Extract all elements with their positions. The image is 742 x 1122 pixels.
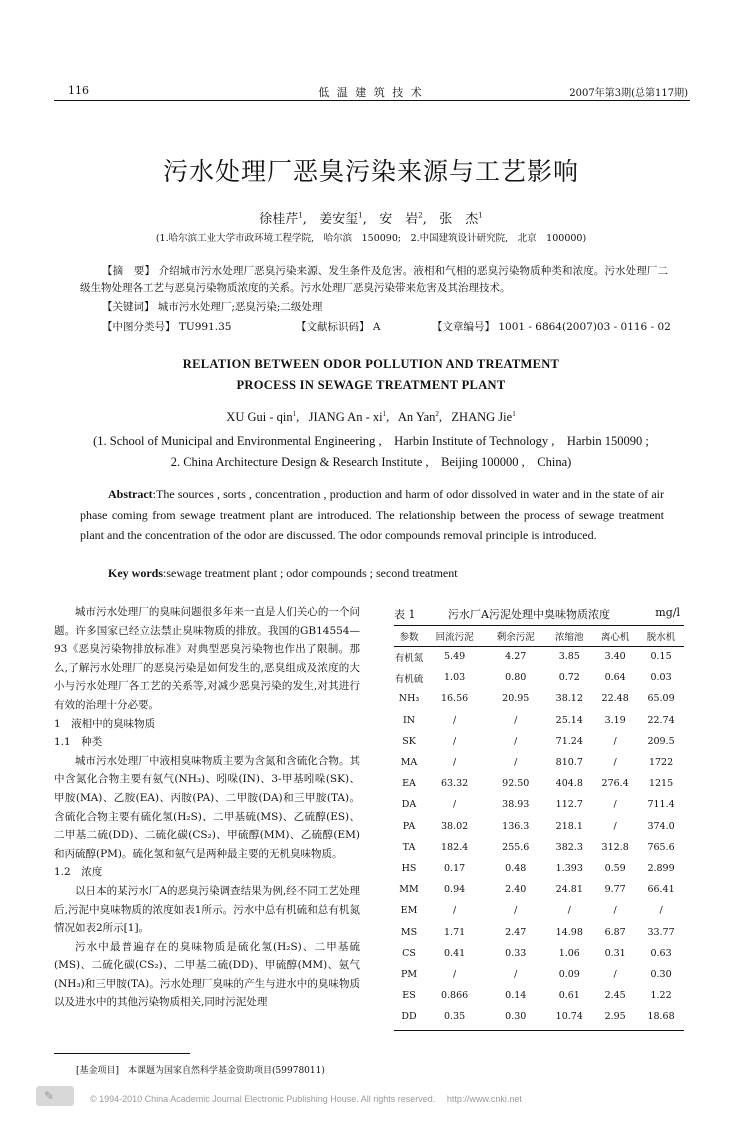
table-cell: 1.71	[444, 926, 466, 938]
abstract-cn	[80, 263, 668, 297]
table-row	[394, 794, 684, 815]
odor-concentration-table	[394, 626, 684, 1027]
table-cell: 374.0	[647, 820, 675, 832]
english-title-line-1: RELATION BETWEEN ODOR POLLUTION AND TREATMENT	[182, 357, 560, 371]
table-cell: 2.45	[604, 990, 626, 1002]
table-header-cell: 脱水机	[646, 632, 676, 643]
table-cell: 765.6	[647, 841, 675, 853]
table-cell: 0.94	[444, 884, 466, 896]
table-cell: /	[613, 905, 617, 917]
article-title: 污水处理厂恶臭污染来源与工艺影响	[162, 157, 579, 186]
table-cell: 65.09	[647, 693, 675, 705]
table-cell: 92.50	[502, 778, 530, 790]
table-cell: 0.72	[558, 672, 580, 684]
table-cell: 0.63	[650, 947, 672, 959]
paragraph-concentration: 以日本的某污水厂A的恶臭污染调查结果为例,经不同工艺处理后,污泥中臭味物质的浓度如表1所示。污水中总有机硫和总有机氮情况如表2所示[1]。	[54, 884, 360, 935]
table-cell: 71.24	[555, 735, 583, 747]
publisher-logo	[36, 1086, 74, 1106]
table-cell: /	[452, 757, 457, 769]
table-cell: 0.59	[604, 862, 626, 874]
table-cell: 0.30	[650, 968, 672, 980]
table-row-label: HS	[401, 862, 417, 874]
table-cell: 0.48	[505, 862, 527, 874]
table-cell: 4.27	[505, 651, 527, 663]
table-cell: 20.95	[502, 693, 530, 705]
document-code: 【文献标识码】 A	[296, 321, 381, 333]
table-cell: 63.32	[440, 778, 469, 790]
paragraph-common-odors: 污水中最普遍存在的臭味物质是硫化氢(H₂S)、二甲基硫(MS)、二硫化碳(CS₂)、二甲基二硫(DD)、甲硫醇(MM)、氨气(NH₃)和三甲胺(TA)。污水处理厂臭味的产生与进水中的臭味物质以及进水中的其他污染物质相关,同时污泥处理	[54, 940, 360, 1009]
table-row-label: TA	[402, 841, 416, 853]
table-number: 表 1	[394, 608, 416, 621]
table-cell: 382.3	[555, 841, 583, 853]
table-cell: 5.49	[444, 651, 466, 663]
table-cell: 22.48	[601, 693, 629, 705]
paragraph-types: 城市污水处理厂中液相臭味物质主要为含氮和含硫化合物。其中含氮化合物主要有氨气(NH₃)、吲哚(IN)、3-甲基吲哚(SK)、甲胺(MA)、乙胺(EA)、丙胺(PA)、二甲胺(DA)和三甲胺(TA)。含硫化合物主要有硫化氢(H₂S)、二甲基硫(MS)、乙硫醇(ES)、二甲基二硫(DD)、二硫化碳(CS₂)、甲硫醇(MM)、乙硫醇(EM)和丙硫醇(PM)。硫化氢和氨气是两种最主要的无机臭味物质。	[54, 754, 360, 860]
table-cell: 0.09	[558, 968, 580, 980]
affiliations: (1.哈尔滨工业大学市政环境工程学院, 哈尔滨 150090; 2.中国建筑设计研究院, 北京 100000)	[155, 233, 587, 244]
english-keywords-text: :sewage treatment plant ; odor compounds ; second treatment	[163, 566, 458, 580]
table-cell: /	[452, 968, 457, 980]
table-header-row	[394, 626, 684, 646]
english-keywords-label: Key words	[108, 566, 163, 580]
table-cell: 3.85	[558, 651, 580, 663]
table-row-label: ES	[402, 990, 416, 1002]
subsection-heading-1-2: 1.2 浓度	[54, 866, 103, 879]
table-cell: 18.68	[647, 1011, 675, 1023]
table-cell: 218.1	[555, 820, 583, 832]
table-cell: 0.61	[558, 990, 580, 1002]
table-row	[394, 943, 684, 964]
page-number: 116	[68, 84, 89, 97]
table-cell: 16.56	[440, 693, 469, 705]
table-row	[394, 752, 684, 773]
table-unit: mg/l	[655, 606, 680, 619]
table-cell: 0.64	[604, 672, 626, 684]
table-row	[394, 667, 684, 688]
table-row-label: EA	[402, 778, 416, 790]
table-cell: 0.17	[444, 862, 466, 874]
table-row-label: PA	[402, 820, 416, 832]
table-cell: 0.31	[604, 947, 626, 959]
table-row-label: PM	[400, 968, 418, 980]
table-cell: /	[514, 757, 518, 769]
table-row	[394, 858, 684, 879]
table-cell: /	[514, 735, 518, 747]
table-cell: 38.93	[502, 799, 530, 811]
english-title-line-2: PROCESS IN SEWAGE TREATMENT PLANT	[236, 378, 506, 392]
table-row-label: 有机氮	[394, 652, 424, 664]
table-cell: 0.03	[650, 672, 672, 684]
table-row	[394, 879, 684, 900]
table-header-cell: 浓缩池	[555, 632, 584, 643]
table-row	[394, 710, 684, 731]
table-cell: 1722	[648, 757, 674, 769]
table-cell: 209.5	[647, 735, 675, 747]
journal-name: 低 温 建 筑 技 术	[318, 86, 424, 99]
table-cell: 0.80	[505, 672, 527, 684]
table-cell: /	[452, 714, 457, 726]
table-row-label: SK	[402, 735, 416, 747]
table-header-cell: 参数	[399, 632, 419, 643]
body-text	[54, 603, 360, 1012]
table-cell: 9.77	[604, 884, 626, 896]
english-abstract	[80, 484, 664, 546]
table-cell: 1.06	[558, 947, 580, 959]
table-cell: 38.12	[555, 693, 583, 705]
table-cell: 38.02	[440, 820, 469, 832]
table-row	[394, 985, 684, 1006]
table-row	[394, 900, 684, 921]
table-cell: /	[452, 735, 457, 747]
table-cell: 0.33	[505, 947, 527, 959]
table-row-label: MA	[400, 757, 418, 769]
section-heading-1: 1 液相中的臭味物质	[54, 717, 156, 730]
table-cell: 276.4	[601, 778, 629, 790]
table-cell: /	[452, 905, 457, 917]
footnote-rule	[54, 1053, 190, 1054]
table-row-label: CS	[402, 947, 416, 959]
table-cell: /	[514, 905, 518, 917]
abstract-cn-label: 【摘 要】	[102, 265, 156, 277]
table-cell: 3.40	[604, 651, 626, 663]
english-keywords	[108, 566, 458, 581]
funding-footnote: [基金项目] 本课题为国家自然科学基金资助项目(59978011)	[76, 1066, 325, 1076]
table-cell: 182.4	[440, 841, 469, 853]
table-row-label: EM	[400, 905, 418, 917]
table-cell: /	[514, 968, 518, 980]
english-abstract-text: :The sources , sorts , concentration , production and harm of odor dissolved in water and in the state of air phase coming from sewage treatment plant are introduced. The relationship between the process of sewage treatment plant and the concentration of the odor are discussed. The odor compounds removal principle is introduced.	[80, 487, 664, 542]
english-affiliation-line-2: 2. China Architecture Design & Research Institute , Beijing 100000 , China)	[170, 455, 572, 469]
article-number: 【文章编号】 1001 - 6864(2007)03 - 0116 - 02	[432, 321, 671, 333]
table-header-cell: 剩余污泥	[496, 632, 535, 643]
table-row-label: MM	[399, 884, 419, 896]
table-cell: /	[567, 905, 571, 917]
table-row-label: DA	[401, 799, 417, 811]
table-row	[394, 964, 684, 985]
table-row	[394, 816, 684, 837]
table-cell: 24.81	[555, 884, 583, 896]
author-name: 姜安玺	[319, 212, 359, 227]
table-bottom-rule	[394, 1030, 684, 1031]
table-cell: /	[452, 799, 457, 811]
table-cell: 0.866	[440, 990, 469, 1002]
table-row-label: IN	[402, 714, 416, 726]
keywords-cn	[102, 299, 322, 314]
table-row	[394, 921, 684, 942]
table-cell: /	[659, 905, 663, 917]
table-cell: /	[514, 714, 518, 726]
table-cell: 0.41	[444, 947, 466, 959]
table-cell: 1.22	[650, 990, 672, 1002]
table-cell: 1.03	[444, 672, 466, 684]
table-cell: /	[613, 799, 617, 811]
table-cell: /	[613, 757, 617, 769]
issue-info: 2007年第3期(总第117期)	[569, 88, 688, 99]
abstract-cn-text: 介绍城市污水处理厂恶臭污染来源、发生条件及危害。液相和气相的恶臭污染物质种类和浓度。污水处理厂二级生物处理各工艺与恶臭污染物质浓度的关系。污水处理厂恶臭污染带来危害及其治理技术。	[80, 265, 669, 294]
table-cell: /	[613, 735, 617, 747]
table-cell: 2.899	[647, 862, 675, 874]
table-header-cell: 离心机	[600, 632, 630, 643]
table-row	[394, 731, 684, 752]
author-name: 徐桂芹	[259, 212, 299, 227]
table-cell: 2.40	[505, 884, 527, 896]
table-cell: 2.95	[604, 1011, 626, 1023]
keywords-cn-text: 城市污水处理厂;恶臭污染;二级处理	[157, 301, 323, 313]
table-cell: 0.35	[444, 1011, 466, 1023]
table-cell: 6.87	[604, 926, 626, 938]
table-row-label: 有机硫	[394, 673, 424, 685]
table-cell: 1215	[648, 778, 674, 790]
table-row	[394, 837, 684, 858]
clc-number: 【中图分类号】 TU991.35	[102, 321, 232, 333]
table-cell: 14.98	[555, 926, 583, 938]
table-cell: 10.74	[555, 1011, 583, 1023]
table-row	[394, 646, 684, 667]
table-cell: 0.30	[505, 1011, 527, 1023]
table-cell: 3.19	[604, 714, 626, 726]
table-cell: 112.7	[555, 799, 583, 811]
intro-paragraph: 城市污水处理厂的臭味问题很多年来一直是人们关心的一个问题。许多国家已经立法禁止臭味物质的排放。我国的GB14554—93《恶臭污染物排放标准》对典型恶臭污染物也作出了限制。那么,了解污水处理厂的恶臭污染是如何发生的,恶臭组成及浓度的大小与污水处理厂各工艺的关系等,对减少恶臭污染的发生,对其进行有效的治理十分必要。	[54, 606, 360, 711]
table-cell: /	[613, 820, 617, 832]
table-cell: 312.8	[601, 841, 629, 853]
table-header-cell: 回流污泥	[435, 632, 474, 643]
table-cell: 0.15	[650, 651, 672, 663]
table-row	[394, 1006, 684, 1027]
table-cell: 404.8	[555, 778, 583, 790]
english-affiliation-line-1: (1. School of Municipal and Environmental Engineering , Harbin Institute of Technology , Harbin 150090 ;	[93, 434, 649, 448]
author-list: 徐桂芹$^1$, 姜安玺$^1$, 安 岩$^2$, 张 杰$^1$	[259, 211, 483, 227]
table-cell: 136.3	[502, 820, 530, 832]
copyright-notice: © 1994-2010 China Academic Journal Electronic Publishing House. All rights reserved. http://www.cnki.net	[90, 1094, 522, 1104]
table-cell: 810.7	[555, 757, 583, 769]
table-cell: 33.77	[647, 926, 675, 938]
table-row-label: MS	[400, 926, 418, 938]
table-cell: 255.6	[502, 841, 530, 853]
table-row	[394, 773, 684, 794]
table-cell: /	[613, 968, 617, 980]
table-title: 污水厂A污泥处理中臭味物质浓度	[448, 608, 610, 621]
keywords-cn-label: 【关键词】	[102, 301, 155, 313]
table-cell: 22.74	[647, 714, 675, 726]
table-cell: 2.47	[505, 926, 527, 938]
table-cell: 711.4	[647, 799, 675, 811]
table-row	[394, 688, 684, 709]
english-abstract-label: Abstract	[108, 487, 153, 501]
english-author-list: XU Gui - qin$^1$, JIANG An - $xi^1$, An Yan$^2$, ZHANG Jie$^1$	[226, 410, 516, 425]
table-cell: 25.14	[555, 714, 583, 726]
table-cell: 66.41	[647, 884, 675, 896]
table-cell: 0.14	[505, 990, 527, 1002]
header-rule	[54, 100, 690, 101]
table-cell: 1.393	[555, 862, 583, 874]
author-name: 张 杰	[439, 212, 479, 227]
table-row-label: NH₃	[398, 693, 420, 705]
table-row-label: DD	[401, 1011, 417, 1023]
publisher-logo-icon: ✎	[44, 1089, 55, 1103]
subsection-heading-1-1: 1.1 种类	[54, 736, 103, 749]
author-name: 安 岩	[379, 212, 419, 227]
